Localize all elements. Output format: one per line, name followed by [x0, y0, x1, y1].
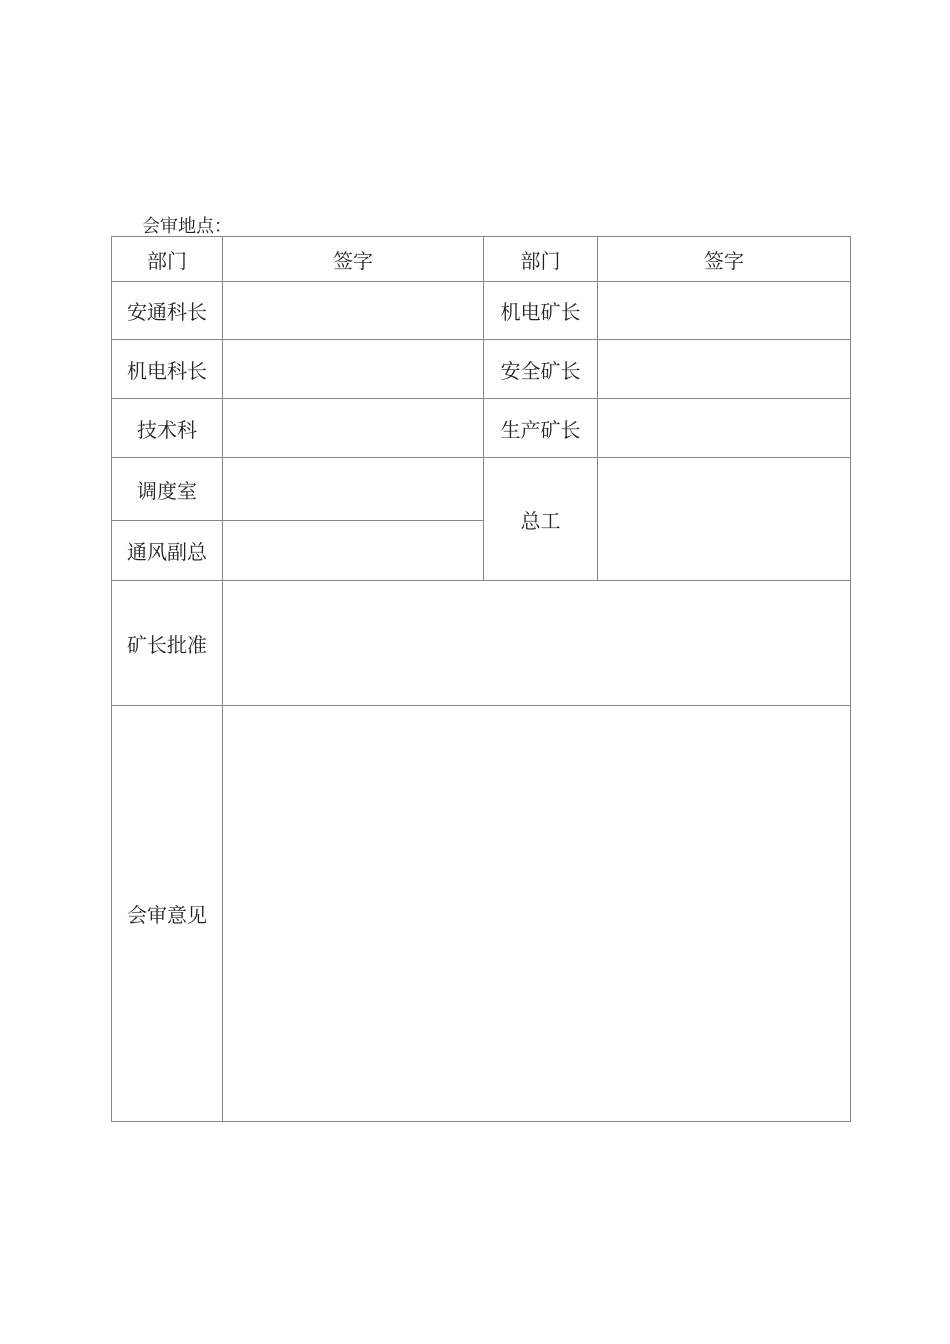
- signature-field-ventilation-deputy[interactable]: [223, 521, 484, 581]
- signature-field-electromech-chief[interactable]: [223, 340, 484, 399]
- approval-row: [112, 581, 851, 706]
- signature-field-chief-engineer[interactable]: [598, 458, 851, 581]
- header-sign-right: 签字: [598, 237, 851, 282]
- table-row: [112, 282, 851, 340]
- venue-label: 会审地点：: [142, 216, 232, 237]
- dept-cell-ventilation-deputy: 通风副总: [112, 521, 223, 581]
- dept-cell-safety-mine-manager: 安全矿长: [484, 340, 598, 399]
- header-dept-right: 部门: [484, 237, 598, 282]
- dept-cell-production-mine-manager: 生产矿长: [484, 399, 598, 458]
- table-header-row: [112, 237, 851, 282]
- dept-cell-electromech-mine-manager: 机电矿长: [484, 282, 598, 340]
- opinion-label: 会审意见: [112, 706, 223, 1122]
- table-row: [112, 340, 851, 399]
- signature-field-production-mine-manager[interactable]: [598, 399, 851, 458]
- opinion-field[interactable]: [223, 706, 851, 1122]
- signature-field-electromech-mine-manager[interactable]: [598, 282, 851, 340]
- signature-field-dispatch-room[interactable]: [223, 458, 484, 521]
- table-row: [112, 399, 851, 458]
- dept-cell-anton-chief: 安通科长: [112, 282, 223, 340]
- dept-cell-electromech-chief: 机电科长: [112, 340, 223, 399]
- dept-cell-chief-engineer: 总工: [484, 458, 598, 581]
- signature-field-anton-chief[interactable]: [223, 282, 484, 340]
- table-row: [112, 458, 851, 521]
- approval-label: 矿长批准: [112, 581, 223, 706]
- dept-cell-dispatch-room: 调度室: [112, 458, 223, 521]
- signature-field-safety-mine-manager[interactable]: [598, 340, 851, 399]
- dept-cell-technical-section: 技术科: [112, 399, 223, 458]
- review-sign-table: [111, 236, 851, 1122]
- approval-field[interactable]: [223, 581, 851, 706]
- header-sign-left: 签字: [223, 237, 484, 282]
- signature-field-technical-section[interactable]: [223, 399, 484, 458]
- opinion-row: [112, 706, 851, 1122]
- header-dept-left: 部门: [112, 237, 223, 282]
